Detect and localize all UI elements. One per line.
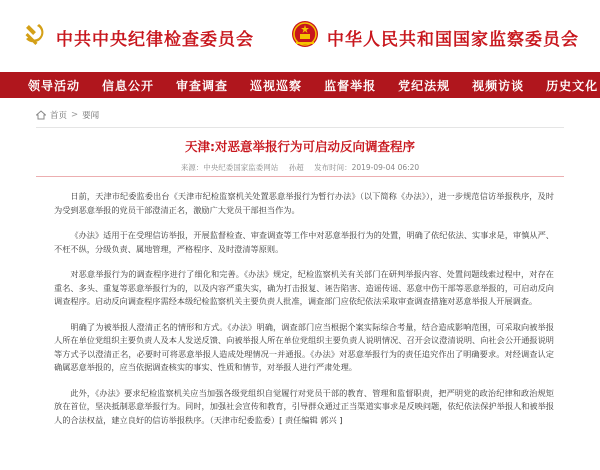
article-paragraph: 日前，天津市纪委监委出台《天津市纪检监察机关处置恶意举报行为暂行办法》（以下简称《办法》），进一步规范信访举报秩序，及时为受到恶意举报的党员干部澄清正名，激励广大党员干部担当作为。	[54, 191, 554, 215]
nav-item-info-disclosure[interactable]: 信息公开	[102, 78, 155, 93]
nav-item-history[interactable]: 历史文化	[546, 78, 599, 93]
breadcrumb-news[interactable]: 要闻	[82, 111, 100, 121]
nsc-name: 中华人民共和国国家监察委员会	[327, 30, 579, 50]
cpc-ccdi-name: 中共中央纪律检查委员会	[56, 30, 254, 50]
nav-item-report[interactable]: 监督举报	[324, 78, 377, 93]
nav-item-investigation[interactable]: 审查调查	[176, 78, 229, 93]
article-body	[54, 190, 554, 439]
article-paragraph: 对恶意举报行为的调查程序进行了细化和完善。《办法》规定，纪检监察机关有关部门在研判举报内容、处置问题线索过程中，对存在重名、多头、重复等恶意举报行为的，以及内容严重失实，确为打击报复、诬告陷害、造谣传谣、恶意中伤干部等恶意举报的，可启动反向调查程序。启动反向调查程序需经本级纪检监察机关主要负责人批准，调查部门应依纪依法采取审查调查措施对恶意举报人开展调查。	[54, 269, 554, 306]
article-paragraph: 《办法》适用于在受理信访举报，开展监督检查、审查调查等工作中对恶意举报行为的处置，明确了依纪依法、实事求是，审慎从严、不枉不纵，分级负责、属地管理，严格程序、及时澄清等原则。	[54, 230, 554, 254]
article-source: 来源：中央纪委国家监委网站	[180, 163, 279, 172]
divider	[36, 127, 564, 128]
breadcrumb-separator: >	[71, 110, 79, 120]
article-title: 天津:对恶意举报行为可启动反向调查程序	[185, 139, 415, 154]
breadcrumb-home[interactable]: 首页	[50, 111, 68, 121]
main-nav	[0, 72, 600, 98]
nav-item-inspection[interactable]: 巡视巡察	[250, 78, 303, 93]
nav-item-video[interactable]: 视频访谈	[472, 78, 525, 93]
article-paragraph: 此外，《办法》要求纪检监察机关应当加强各级党组织自觉履行对党员干部的教育、管理和监督职责，把严明党的政治纪律和政治规矩放在首位，坚决抵制恶意举报行为。同时，加强社会宣传和教育，引导群众通过正当渠道实事求是反映问题，依纪依法保护举报人和被举报人的合法权益，建立良好的信访举报秩序。（天津市纪委监委）[ 责任编辑 郭兴 ]	[54, 387, 554, 425]
nav-item-regulations[interactable]: 党纪法规	[398, 78, 451, 93]
article-date: 发布时间：2019-09-04 06:20	[314, 163, 420, 172]
breadcrumb	[36, 107, 99, 123]
article-paragraph: 明确了为被举报人澄清正名的情形和方式。《办法》明确，调查部门应当根据个案实际综合考量，结合造成影响范围，可采取向被举报人所在单位党组织主要负责人及本人发送反馈、向被举报人所在单位党组织主要负责人说明情况、召开会议澄清说明、向社会公开通报说明等方式予以澄清正名，必要时可将恶意举报人造成处理情况一并通报。《办法》对恶意举报行为的责任追究作出了明确要求。对经调查认定确属恶意举报的，应当依据调查核实的事实、性质和情节，对举报人进行严肃处理。	[54, 321, 554, 372]
divider	[36, 176, 564, 177]
home-icon[interactable]	[36, 110, 46, 120]
nav-item-leadership[interactable]: 领导活动	[28, 78, 81, 93]
article-meta	[0, 162, 600, 173]
national-emblem-icon	[291, 20, 319, 48]
party-emblem-icon	[20, 20, 48, 48]
site-header	[0, 0, 600, 72]
article-author: 孙超	[288, 163, 304, 172]
